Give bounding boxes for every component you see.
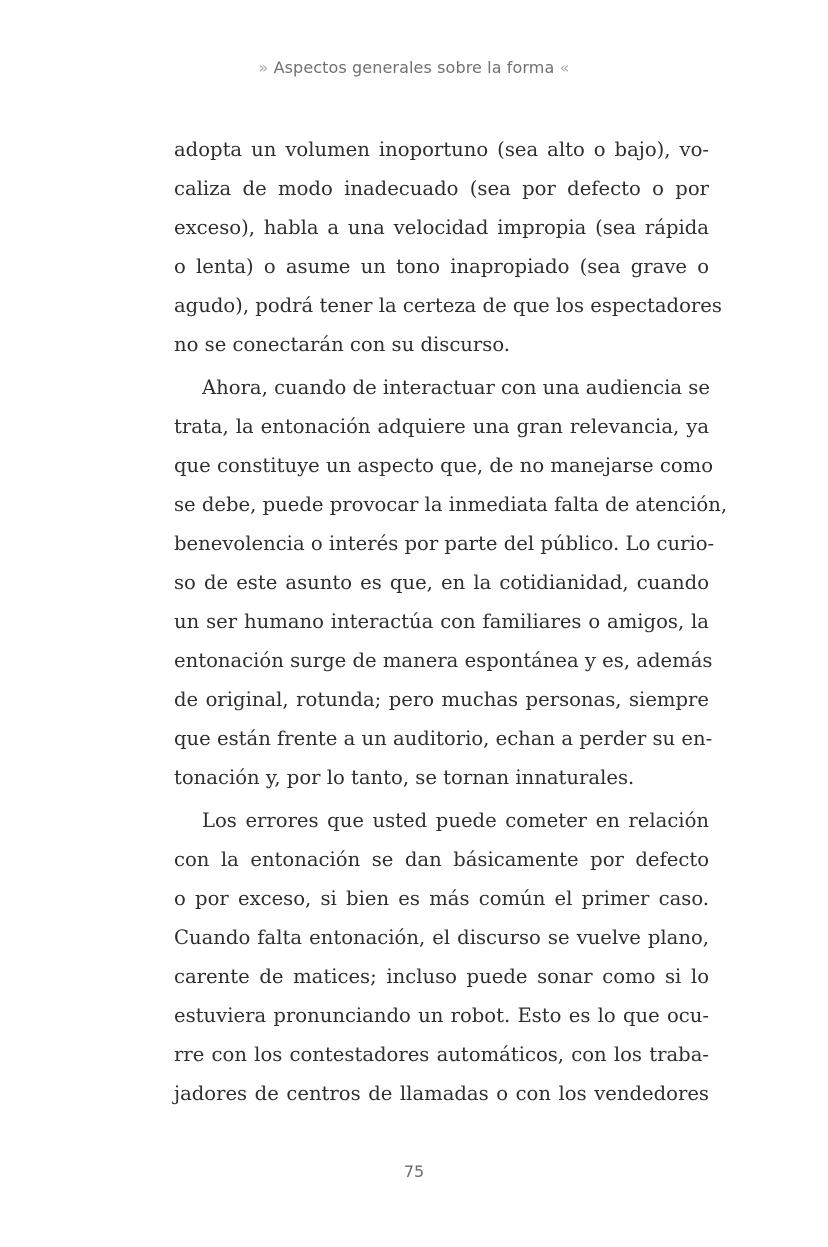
text-line: benevolencia o interés por parte del público. Lo curio-: [174, 532, 715, 555]
text-line: exceso), habla a una velocidad impropia (sea rápida: [174, 216, 709, 239]
text-line: trata, la entonación adquiere una gran relevancia, ya: [174, 415, 709, 438]
text-line: rre con los contestadores automáticos, con los traba-: [174, 1043, 709, 1066]
text-line: tonación y, por lo tanto, se tornan innaturales.: [174, 766, 635, 789]
open-guillemet: »: [258, 58, 269, 77]
page-number: 75: [403, 1162, 425, 1181]
text-line: que constituye un aspecto que, de no manejarse como: [174, 454, 714, 477]
paragraph-3: [174, 801, 709, 1113]
paragraph-1: [174, 130, 722, 364]
text-line: estuviera pronunciando un robot. Esto es lo que ocu-: [174, 1004, 709, 1027]
text-line: Los errores que usted puede cometer en relación: [202, 809, 709, 832]
text-line: que están frente a un auditorio, echan a perder su en-: [174, 727, 713, 750]
text-line: entonación surge de manera espontánea y es, además: [174, 649, 713, 672]
close-guillemet: «: [559, 58, 570, 77]
text-line: Cuando falta entonación, el discurso se vuelve plano,: [174, 926, 709, 949]
chapter-title: Aspectos generales sobre la forma: [273, 58, 555, 77]
running-header: [0, 58, 828, 77]
paragraph-2: [174, 368, 728, 797]
body-text: [174, 130, 728, 1113]
text-line: caliza de modo inadecuado (sea por defecto o por: [174, 177, 709, 200]
text-line: un ser humano interactúa con familiares o amigos, la: [174, 610, 709, 633]
text-line: no se conectarán con su discurso.: [174, 333, 511, 356]
text-line: de original, rotunda; pero muchas personas, siempre: [174, 688, 709, 711]
text-line: agudo), podrá tener la certeza de que los espectadores: [174, 294, 722, 317]
text-line: jadores de centros de llamadas o con los vendedores: [174, 1082, 709, 1105]
text-line: se debe, puede provocar la inmediata falta de atención,: [174, 493, 728, 516]
text-line: o lenta) o asume un tono inapropiado (sea grave o: [174, 255, 709, 278]
text-line: so de este asunto es que, en la cotidianidad, cuando: [174, 571, 709, 594]
text-line: o por exceso, si bien es más común el primer caso.: [174, 887, 709, 910]
text-line: carente de matices; incluso puede sonar como si lo: [174, 965, 709, 988]
text-line: adopta un volumen inoportuno (sea alto o bajo), vo-: [174, 138, 709, 161]
text-line: Ahora, cuando de interactuar con una audiencia se: [202, 376, 710, 399]
text-line: con la entonación se dan básicamente por defecto: [174, 848, 709, 871]
